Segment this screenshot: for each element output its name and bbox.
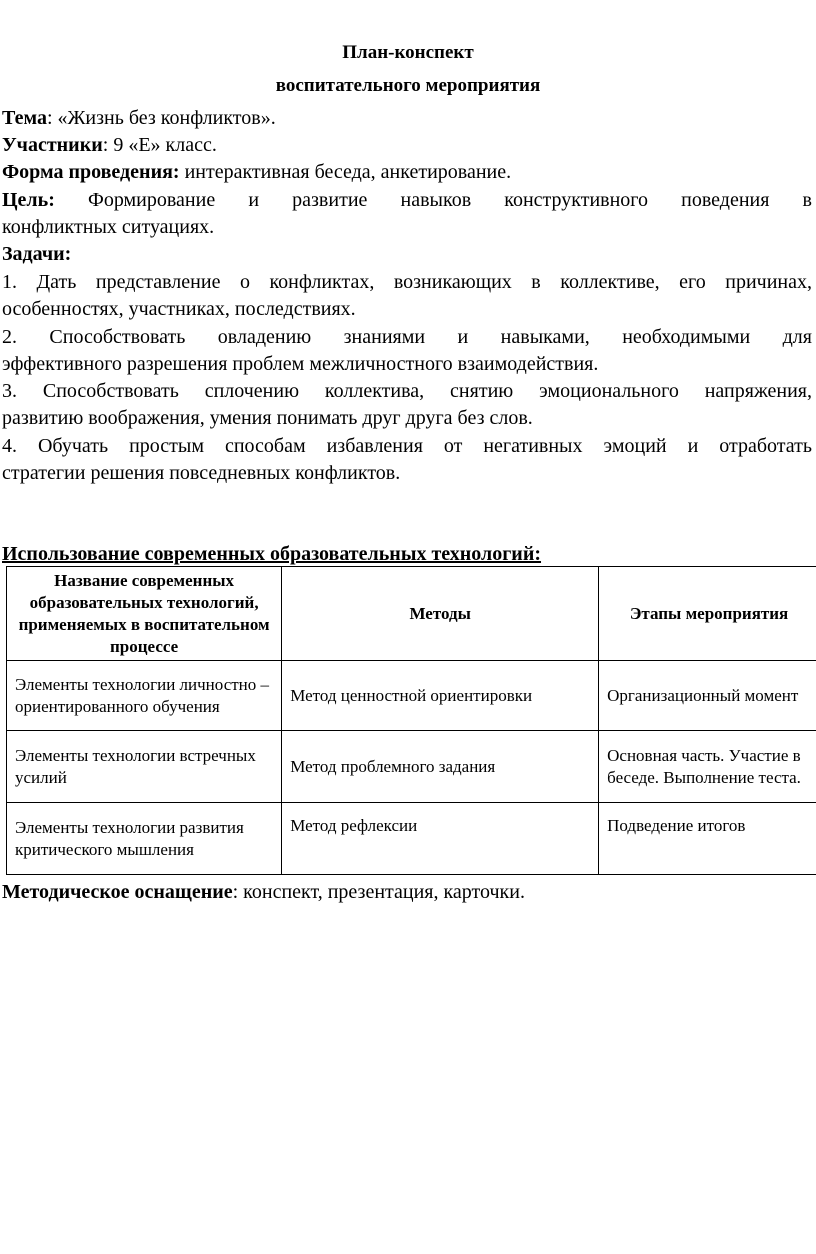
task-4-line-2: стратегии решения повседневных конфликтов. <box>2 462 401 484</box>
table-row <box>7 731 816 803</box>
participants-line <box>2 133 812 157</box>
table-header-row <box>7 567 816 661</box>
document-title-line-2: воспитательного мероприятия <box>275 75 541 96</box>
table-cell-method: Метод рефлексии <box>282 803 599 875</box>
task-2-line-1: 2. Способствовать овладению знаниями и навыками, необходимыми для <box>2 326 812 348</box>
participants-value: : 9 «Е» класс. <box>102 134 217 156</box>
task-4-line-1: 4. Обучать простым способам избавления от негативных эмоций и отработать <box>2 435 812 457</box>
document-title-line-1: План-конспект <box>342 42 474 63</box>
topic-line <box>2 106 812 130</box>
column-header-stages: Этапы мероприятия <box>599 567 816 661</box>
goal-line-2: конфликтных ситуациях. <box>2 216 215 238</box>
table-row <box>7 661 816 731</box>
technologies-heading-text: Использование современных образовательных технологий: <box>2 543 542 565</box>
column-header-technology: Название современных образовательных технологий, применяемых в воспитательном процессе <box>7 567 282 661</box>
task-1-line-1: 1. Дать представление о конфликтах, возникающих в коллективе, его причинах, <box>2 271 812 293</box>
goal-line <box>2 188 812 212</box>
task-1-line-2: особенностях, участниках, последствиях. <box>2 298 356 320</box>
table-cell-method: Метод проблемного задания <box>282 731 599 803</box>
technologies-heading <box>2 542 812 566</box>
form-value: интерактивная беседа, анкетирование. <box>179 161 512 183</box>
table-cell-technology: Элементы технологии развития критического мышления <box>7 803 282 875</box>
table-cell-stage: Организационный момент <box>599 661 816 731</box>
column-header-methods: Методы <box>282 567 599 661</box>
technologies-table <box>6 566 816 875</box>
table-row <box>7 803 816 875</box>
form-label: Форма проведения: <box>2 161 180 183</box>
table-cell-stage: Подведение итогов <box>599 803 816 875</box>
tasks-label <box>2 242 812 266</box>
topic-label: Тема <box>2 107 47 129</box>
table-cell-technology: Элементы технологии встречных усилий <box>7 731 282 803</box>
task-3-line-1: 3. Способствовать сплочению коллектива, снятию эмоционального напряжения, <box>2 380 812 402</box>
goal-label: Цель: <box>2 189 55 211</box>
equipment-label: Методическое оснащение <box>2 881 233 903</box>
equipment-line <box>2 880 812 904</box>
task-2-line-2: эффективного разрешения проблем межличностного взаимодействия. <box>2 353 599 375</box>
task-3-line-2: развитию воображения, умения понимать друг друга без слов. <box>2 407 533 429</box>
participants-label: Участники <box>2 134 103 156</box>
topic-value: : «Жизнь без конфликтов». <box>46 107 276 129</box>
form-line <box>2 160 812 184</box>
tasks-label-text: Задачи: <box>2 243 72 265</box>
equipment-value: : конспект, презентация, карточки. <box>232 881 525 903</box>
goal-text: Формирование и развитие навыков конструктивного поведения в <box>54 189 812 211</box>
table-cell-technology: Элементы технологии личностно – ориентированного обучения <box>7 661 282 731</box>
table-cell-method: Метод ценностной ориентировки <box>282 661 599 731</box>
table-cell-stage: Основная часть. Участие в беседе. Выполнение теста. <box>599 731 816 803</box>
